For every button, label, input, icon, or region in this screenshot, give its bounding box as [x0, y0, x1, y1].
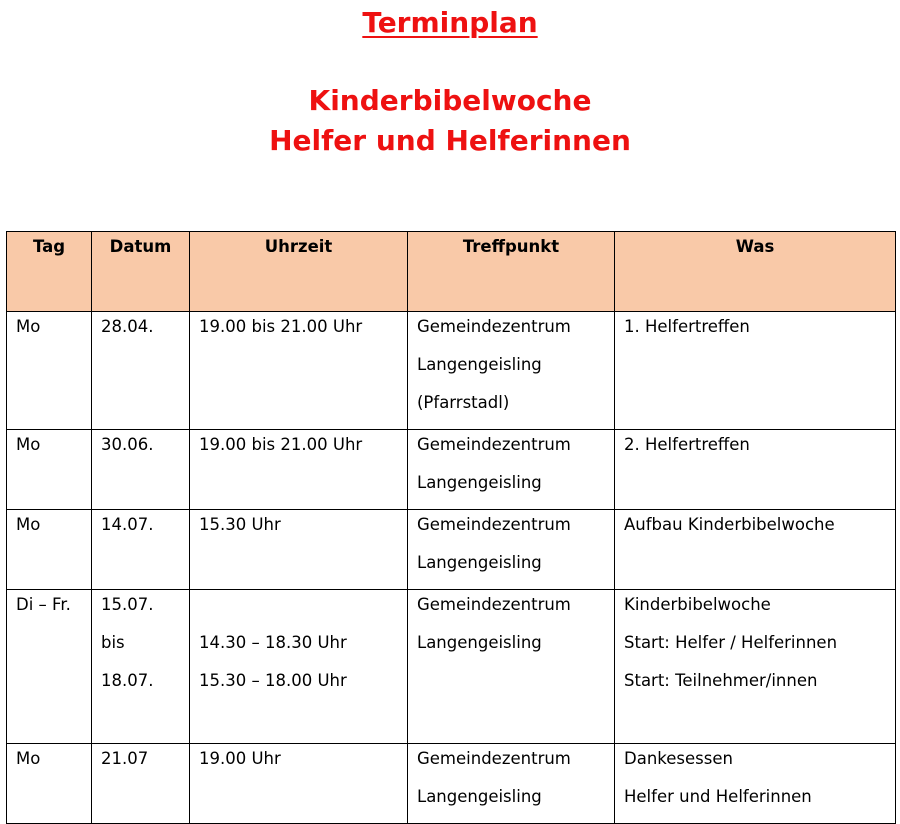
- header-datum: Datum: [92, 232, 190, 312]
- cell-datum: [92, 312, 190, 430]
- table-row: [7, 312, 896, 430]
- cell-line: Dankesessen: [624, 749, 733, 768]
- cell-line: Di – Fr.: [16, 595, 71, 614]
- cell-line: 15.30 Uhr: [199, 515, 281, 534]
- cell-treffpunkt: [408, 590, 615, 744]
- cell-line: Gemeindezentrum: [417, 595, 571, 614]
- cell-line: 19.00 bis 21.00 Uhr: [199, 435, 363, 454]
- table-row: [7, 430, 896, 510]
- cell-line: 18.07.: [101, 671, 154, 690]
- cell-line: Kinderbibelwoche: [624, 595, 771, 614]
- cell-datum: [92, 510, 190, 590]
- cell-line: Aufbau Kinderbibelwoche: [624, 515, 835, 534]
- cell-treffpunkt: [408, 744, 615, 824]
- cell-was: [615, 510, 896, 590]
- page-title: Terminplan: [362, 6, 538, 39]
- cell-line: 19.00 bis 21.00 Uhr: [199, 317, 363, 336]
- header-was: Was: [615, 232, 896, 312]
- cell-datum: [92, 430, 190, 510]
- cell-line: Mo: [16, 317, 41, 336]
- cell-line: Langengeisling: [417, 553, 542, 572]
- cell-was: [615, 744, 896, 824]
- cell-line: [199, 593, 407, 631]
- cell-line: Start: Helfer / Helferinnen: [624, 633, 838, 652]
- cell-was: [615, 430, 896, 510]
- cell-treffpunkt: [408, 312, 615, 430]
- cell-line: Gemeindezentrum: [417, 515, 571, 534]
- cell-tag: [7, 590, 92, 744]
- cell-line: Langengeisling: [417, 633, 542, 652]
- cell-line: Langengeisling: [417, 787, 542, 806]
- cell-line: Gemeindezentrum: [417, 317, 571, 336]
- cell-tag: [7, 510, 92, 590]
- cell-tag: [7, 744, 92, 824]
- cell-tag: [7, 430, 92, 510]
- cell-line: 21.07: [101, 749, 149, 768]
- cell-line: (Pfarrstadl): [417, 393, 510, 412]
- cell-uhrzeit: [190, 430, 408, 510]
- cell-was: [615, 312, 896, 430]
- cell-line: Mo: [16, 749, 41, 768]
- cell-datum: [92, 590, 190, 744]
- table-row: [7, 590, 896, 744]
- cell-line: bis: [101, 633, 125, 652]
- cell-line: 30.06.: [101, 435, 154, 454]
- cell-line: Mo: [16, 435, 41, 454]
- header-treffpunkt: Treffpunkt: [408, 232, 615, 312]
- table-row: [7, 510, 896, 590]
- table-header-row: [7, 232, 896, 312]
- subtitle-line-1: Kinderbibelwoche: [308, 84, 592, 117]
- cell-line: Gemeindezentrum: [417, 749, 571, 768]
- cell-was: [615, 590, 896, 744]
- cell-line: 2. Helfertreffen: [624, 435, 750, 454]
- cell-line: Mo: [16, 515, 41, 534]
- subtitle-line-2: Helfer und Helferinnen: [269, 124, 631, 157]
- cell-uhrzeit: [190, 510, 408, 590]
- cell-line: 14.30 – 18.30 Uhr: [199, 633, 347, 652]
- cell-line: Langengeisling: [417, 355, 542, 374]
- cell-line: Start: Teilnehmer/innen: [624, 671, 818, 690]
- cell-line: 19.00 Uhr: [199, 749, 281, 768]
- cell-uhrzeit: [190, 312, 408, 430]
- cell-line: Langengeisling: [417, 473, 542, 492]
- cell-line: 15.30 – 18.00 Uhr: [199, 671, 347, 690]
- cell-line: 28.04.: [101, 317, 154, 336]
- cell-line: 14.07.: [101, 515, 154, 534]
- cell-line: Helfer und Helferinnen: [624, 787, 812, 806]
- cell-line: 15.07.: [101, 595, 154, 614]
- header-tag: Tag: [7, 232, 92, 312]
- cell-uhrzeit: [190, 590, 408, 744]
- cell-tag: [7, 312, 92, 430]
- cell-line: Gemeindezentrum: [417, 435, 571, 454]
- cell-treffpunkt: [408, 510, 615, 590]
- cell-uhrzeit: [190, 744, 408, 824]
- header-uhrzeit: Uhrzeit: [190, 232, 408, 312]
- schedule-table: [6, 231, 896, 824]
- table-row: [7, 744, 896, 824]
- cell-treffpunkt: [408, 430, 615, 510]
- cell-line: 1. Helfertreffen: [624, 317, 750, 336]
- cell-datum: [92, 744, 190, 824]
